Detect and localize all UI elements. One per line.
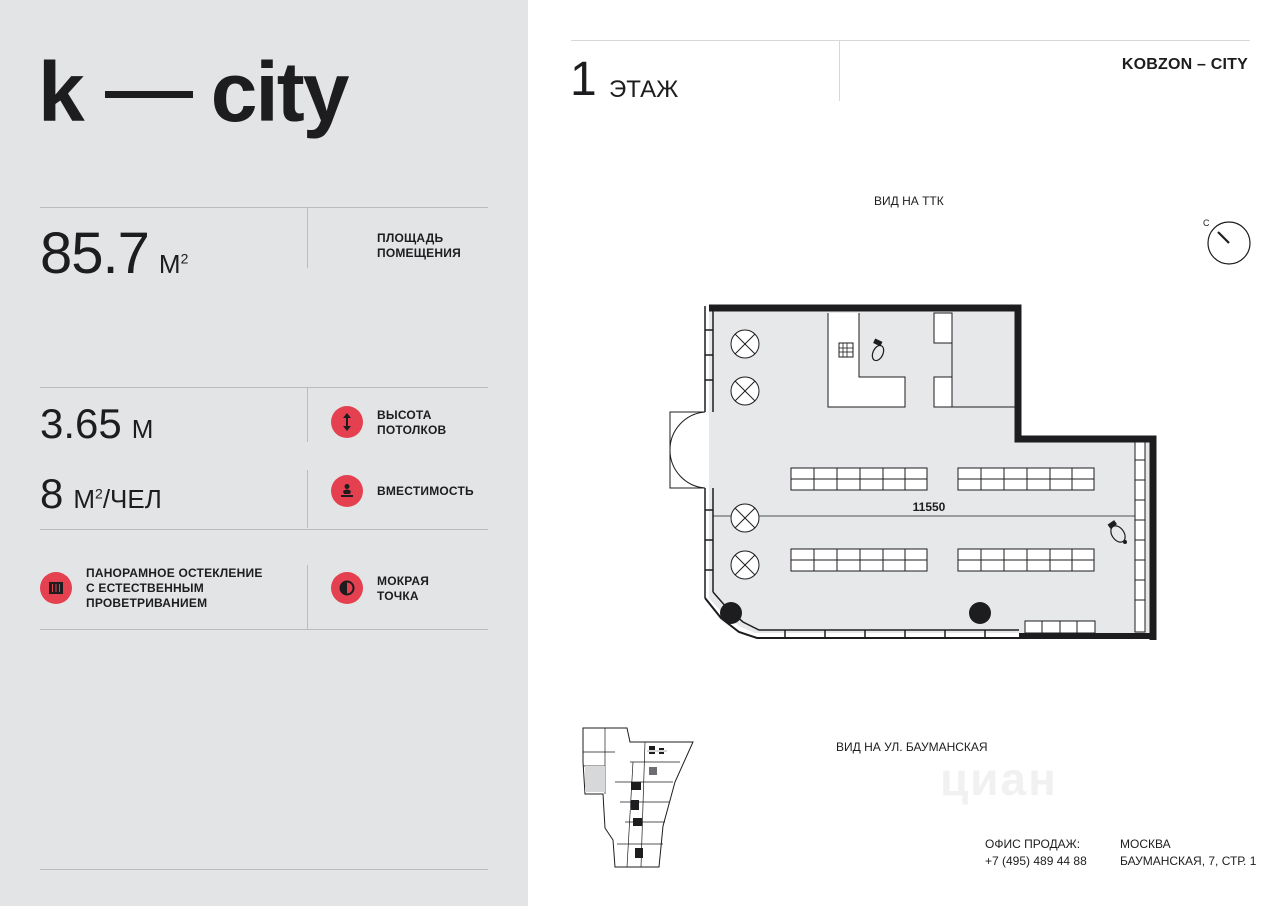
city: МОСКВА <box>1120 837 1171 851</box>
wet-point-label: МОКРАЯ ТОЧКА <box>377 574 430 603</box>
ceiling-label: ВЫСОТА ПОТОЛКОВ <box>377 408 447 437</box>
view-label-bottom: ВИД НА УЛ. БАУМАНСКАЯ <box>836 740 988 754</box>
header-divider <box>839 41 840 101</box>
height-arrows-icon <box>331 406 363 438</box>
phone-number[interactable]: +7 (495) 489 44 88 <box>985 854 1087 868</box>
divider <box>307 388 308 442</box>
brand-name: KOBZON – CITY <box>1121 56 1248 73</box>
window-glazing-icon <box>40 572 72 604</box>
glazing-label: ПАНОРАМНОЕ ОСТЕКЛЕНИЕ С ЕСТЕСТВЕННЫМ ПРОВЕТРИВАНИЕМ <box>86 566 263 610</box>
view-label-top: ВИД НА ТТК <box>874 194 944 208</box>
column <box>720 602 742 624</box>
divider <box>40 869 488 870</box>
info-panel <box>0 0 528 906</box>
dimension-label: 11550 <box>912 500 946 514</box>
building-location-map <box>575 722 697 870</box>
compass-north-label: С <box>1203 218 1210 228</box>
column <box>969 602 991 624</box>
logo-right: city <box>210 45 348 139</box>
address <box>1120 836 1256 870</box>
capacity-label: ВМЕСТИМОСТЬ <box>377 484 474 498</box>
divider <box>307 208 308 268</box>
area-label: ПЛОЩАДЬ ПОМЕЩЕНИЯ <box>377 231 461 260</box>
sales-office-contact <box>985 836 1087 870</box>
divider <box>307 470 308 528</box>
divider <box>40 387 488 388</box>
divider <box>307 565 308 629</box>
logo <box>38 44 347 141</box>
logo-dash <box>105 91 193 98</box>
water-drop-icon <box>331 572 363 604</box>
divider <box>40 207 488 208</box>
divider <box>40 629 488 630</box>
capacity-value: 8 $М^2$/ЧЕЛ <box>40 470 162 517</box>
compass-icon <box>1203 218 1251 266</box>
logo-left: k <box>38 45 83 139</box>
street-address: БАУМАНСКАЯ, 7, СТР. 1 <box>1120 854 1257 868</box>
entrance-door <box>670 412 705 488</box>
watermark: циан <box>940 753 1058 805</box>
floor-label: ЭТАЖ <box>609 76 679 103</box>
divider <box>40 529 488 530</box>
ceiling-value: 3.65 М <box>40 400 154 447</box>
floor-number: 1 <box>570 53 597 106</box>
sales-office-label: ОФИС ПРОДАЖ: <box>985 837 1081 851</box>
person-capacity-icon <box>331 475 363 507</box>
area-value: 85.7 $М^2$ <box>40 221 189 286</box>
floor-plan <box>665 300 1160 648</box>
header-rule <box>571 40 1250 41</box>
